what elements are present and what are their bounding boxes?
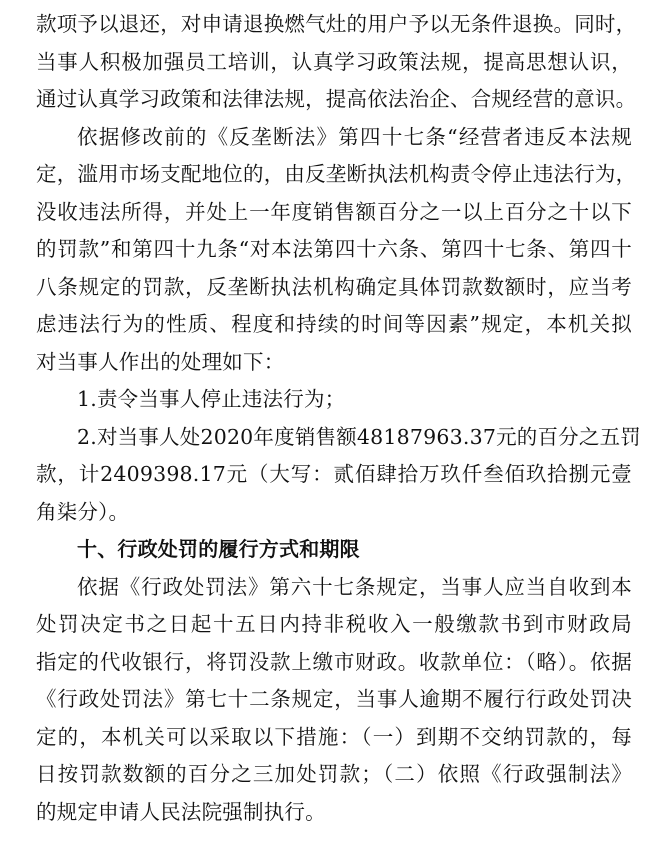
paragraph-start-line: 依据修改前的《反垄断法》第四十七条“经营者违反本法规 <box>77 124 632 149</box>
text-line: 八条规定的罚款，反垄断执法机构确定具体罚款数额时，应当考 <box>36 274 632 299</box>
text-line: 的罚款”和第四十九条“对本法第四十六条、第四十七条、第四十 <box>36 237 632 261</box>
document-page <box>36 6 641 831</box>
section-heading: 十、行政处罚的履行方式和期限 <box>77 537 360 561</box>
text-line: 款项予以退还，对申请退换燃气灶的用户予以无条件退换。同时， <box>36 12 637 36</box>
text-line: 对当事人作出的处理如下： <box>36 349 285 374</box>
text-line: 角柒分）。 <box>36 499 130 524</box>
text-line: 款，计2409398.17元（大写：贰佰肆拾万玖仟叁佰玖拾捌元壹 <box>36 462 632 486</box>
text-line: 定的，本机关可以采取以下措施：（一）到期不交纳罚款的，每 <box>36 724 632 749</box>
text-line: 虑违法行为的性质、程度和持续的时间等因素”规定，本机关拟 <box>36 312 632 336</box>
text-line: 通过认真学习政策和法律法规，提高依法治企、合规经营的意识。 <box>36 87 637 111</box>
list-item-2: 2.对当事人处2020年度销售额48187963.37元的百分之五罚 <box>77 424 641 449</box>
text-line: 当事人积极加强员工培训，认真学习政策法规，提高思想认识， <box>36 49 632 74</box>
text-line: 处罚决定书之日起十五日内持非税收入一般缴款书到市财政局 <box>36 612 632 636</box>
text-line: 没收违法所得，并处上一年度销售额百分之一以上百分之十以下 <box>36 199 632 224</box>
text-line: 指定的代收银行，将罚没款上缴市财政。收款单位：（略）。依据 <box>36 649 632 674</box>
text-line: 《行政处罚法》第七十二条规定，当事人逾期不履行行政处罚决 <box>36 687 632 711</box>
text-line: 定，滥用市场支配地位的，由反垄断执法机构责令停止违法行为， <box>36 162 637 186</box>
text-line: 日按罚款数额的百分之三加处罚款；（二）依照《行政强制法》 <box>36 762 632 786</box>
paragraph-start-line: 依据《行政处罚法》第六十七条规定，当事人应当自收到本 <box>77 574 632 599</box>
text-line: 的规定申请人民法院强制执行。 <box>36 799 326 824</box>
list-item-1: 1.责令当事人停止违法行为； <box>77 387 346 411</box>
